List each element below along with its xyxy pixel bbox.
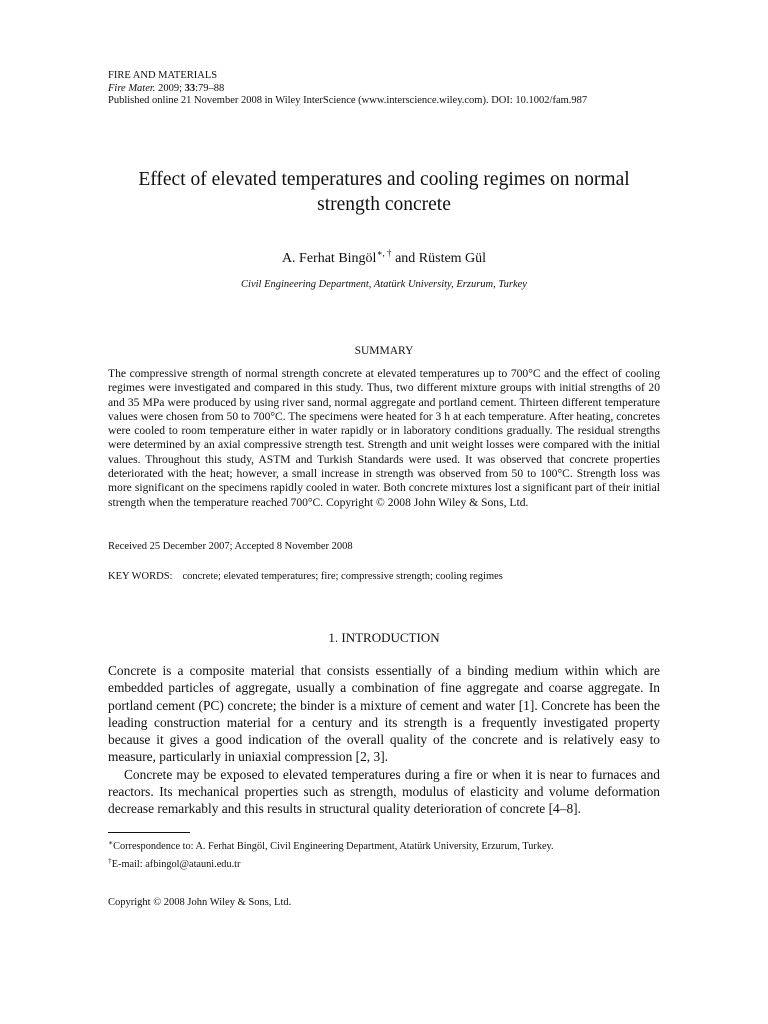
footnote-mark-correspondence: ∗ (108, 838, 114, 847)
journal-citation (108, 83, 587, 96)
citation-year: 2009; (155, 82, 185, 94)
summary-heading: SUMMARY (354, 345, 414, 357)
section-heading-introduction: 1. INTRODUCTION (328, 630, 440, 645)
footnotes (108, 836, 554, 872)
running-head (108, 70, 587, 108)
keywords (108, 570, 503, 583)
citation-journal: Fire Mater. (108, 82, 156, 94)
footnote-email (108, 854, 554, 872)
author-2: Rüstem Gül (418, 251, 487, 266)
author-line (108, 244, 660, 268)
received-dates: Received 25 December 2007; Accepted 8 November 2008 (108, 541, 353, 552)
footnote-rule (108, 832, 190, 833)
abstract-text: The compressive strength of normal strength concrete at elevated temperatures up to 700°C and the effect of cooling regimes were investigated and compared in this study. Thus, two different mixture groups with initial strengths of 20 and 35 MPa were produced by using river sand, normal aggregate and portland cement. Thirteen different temperature values were chosen from 50 to 700°C. The specimens were heated for 3 h at each temperature. After heating, concretes were cooled to room temperature either in water rapidly or in laboratory conditions gradually. The residual strengths were determined by an axial compressive strength test. Strength and unit weight losses were compared with the initial values. Throughout this study, ASTM and Turkish Standards were used. It was observed that concrete properties deteriorated with the heat; however, a small increase in strength was observed from 50 to 100°C. Strength loss was more significant on the specimens rapidly cooled in water. Both concrete mixtures lost a significant part of their initial strength when the temperature reached 700°C. Copyright © 2008 John Wiley & Sons, Ltd. (108, 367, 660, 509)
citation-pages: :79–88 (195, 82, 225, 94)
introduction-body (108, 662, 660, 818)
citation-volume: 33 (184, 82, 196, 94)
article-title: Effect of elevated temperatures and cooling regimes on normal strength concrete (138, 169, 630, 215)
author-separator: and (391, 251, 419, 266)
author-1-marks: ∗, † (376, 248, 392, 258)
intro-paragraph-1: Concrete is a composite material that consists essentially of a binding medium within which are embedded particles of aggregate, usually a combination of fine aggregate and coarse aggregate. In portland cement (PC) concrete; the binder is a mixture of cement and water [1]. Concrete has been the leading construction material for a century and its strength is a frequently investigated property because it gives a good indication of the overall quality of the concrete and is relatively easy to measure, particularly in uniaxial compression [2, 3]. (108, 663, 660, 765)
keywords-value: concrete; elevated temperatures; fire; compressive strength; cooling regimes (182, 571, 503, 582)
footnote-correspondence-text: Correspondence to: A. Ferhat Bingöl, Civil Engineering Department, Atatürk University, Erzurum, Turkey. (113, 841, 554, 852)
footnote-mark-email: † (108, 856, 112, 865)
copyright-notice: Copyright © 2008 John Wiley & Sons, Ltd. (108, 897, 292, 908)
journal-name: FIRE AND MATERIALS (108, 70, 218, 81)
footnote-correspondence (108, 836, 554, 854)
author-1: A. Ferhat Bingöl (281, 251, 377, 266)
intro-paragraph-2: Concrete may be exposed to elevated temperatures during a fire or when it is near to furnaces and reactors. Its mechanical properties such as strength, modulus of elasticity and volume deformation decrease remarkably and this results in structural quality deterioration of concrete [4–8]. (108, 766, 660, 817)
footnote-email-text: E-mail: afbingol@atauni.edu.tr (111, 859, 241, 870)
keywords-label: KEY WORDS: (108, 571, 173, 582)
published-line: Published online 21 November 2008 in Wiley InterScience (www.interscience.wiley.com). DOI: 10.1002/fam.987 (108, 95, 588, 106)
affiliation: Civil Engineering Department, Atatürk University, Erzurum, Turkey (241, 279, 527, 290)
